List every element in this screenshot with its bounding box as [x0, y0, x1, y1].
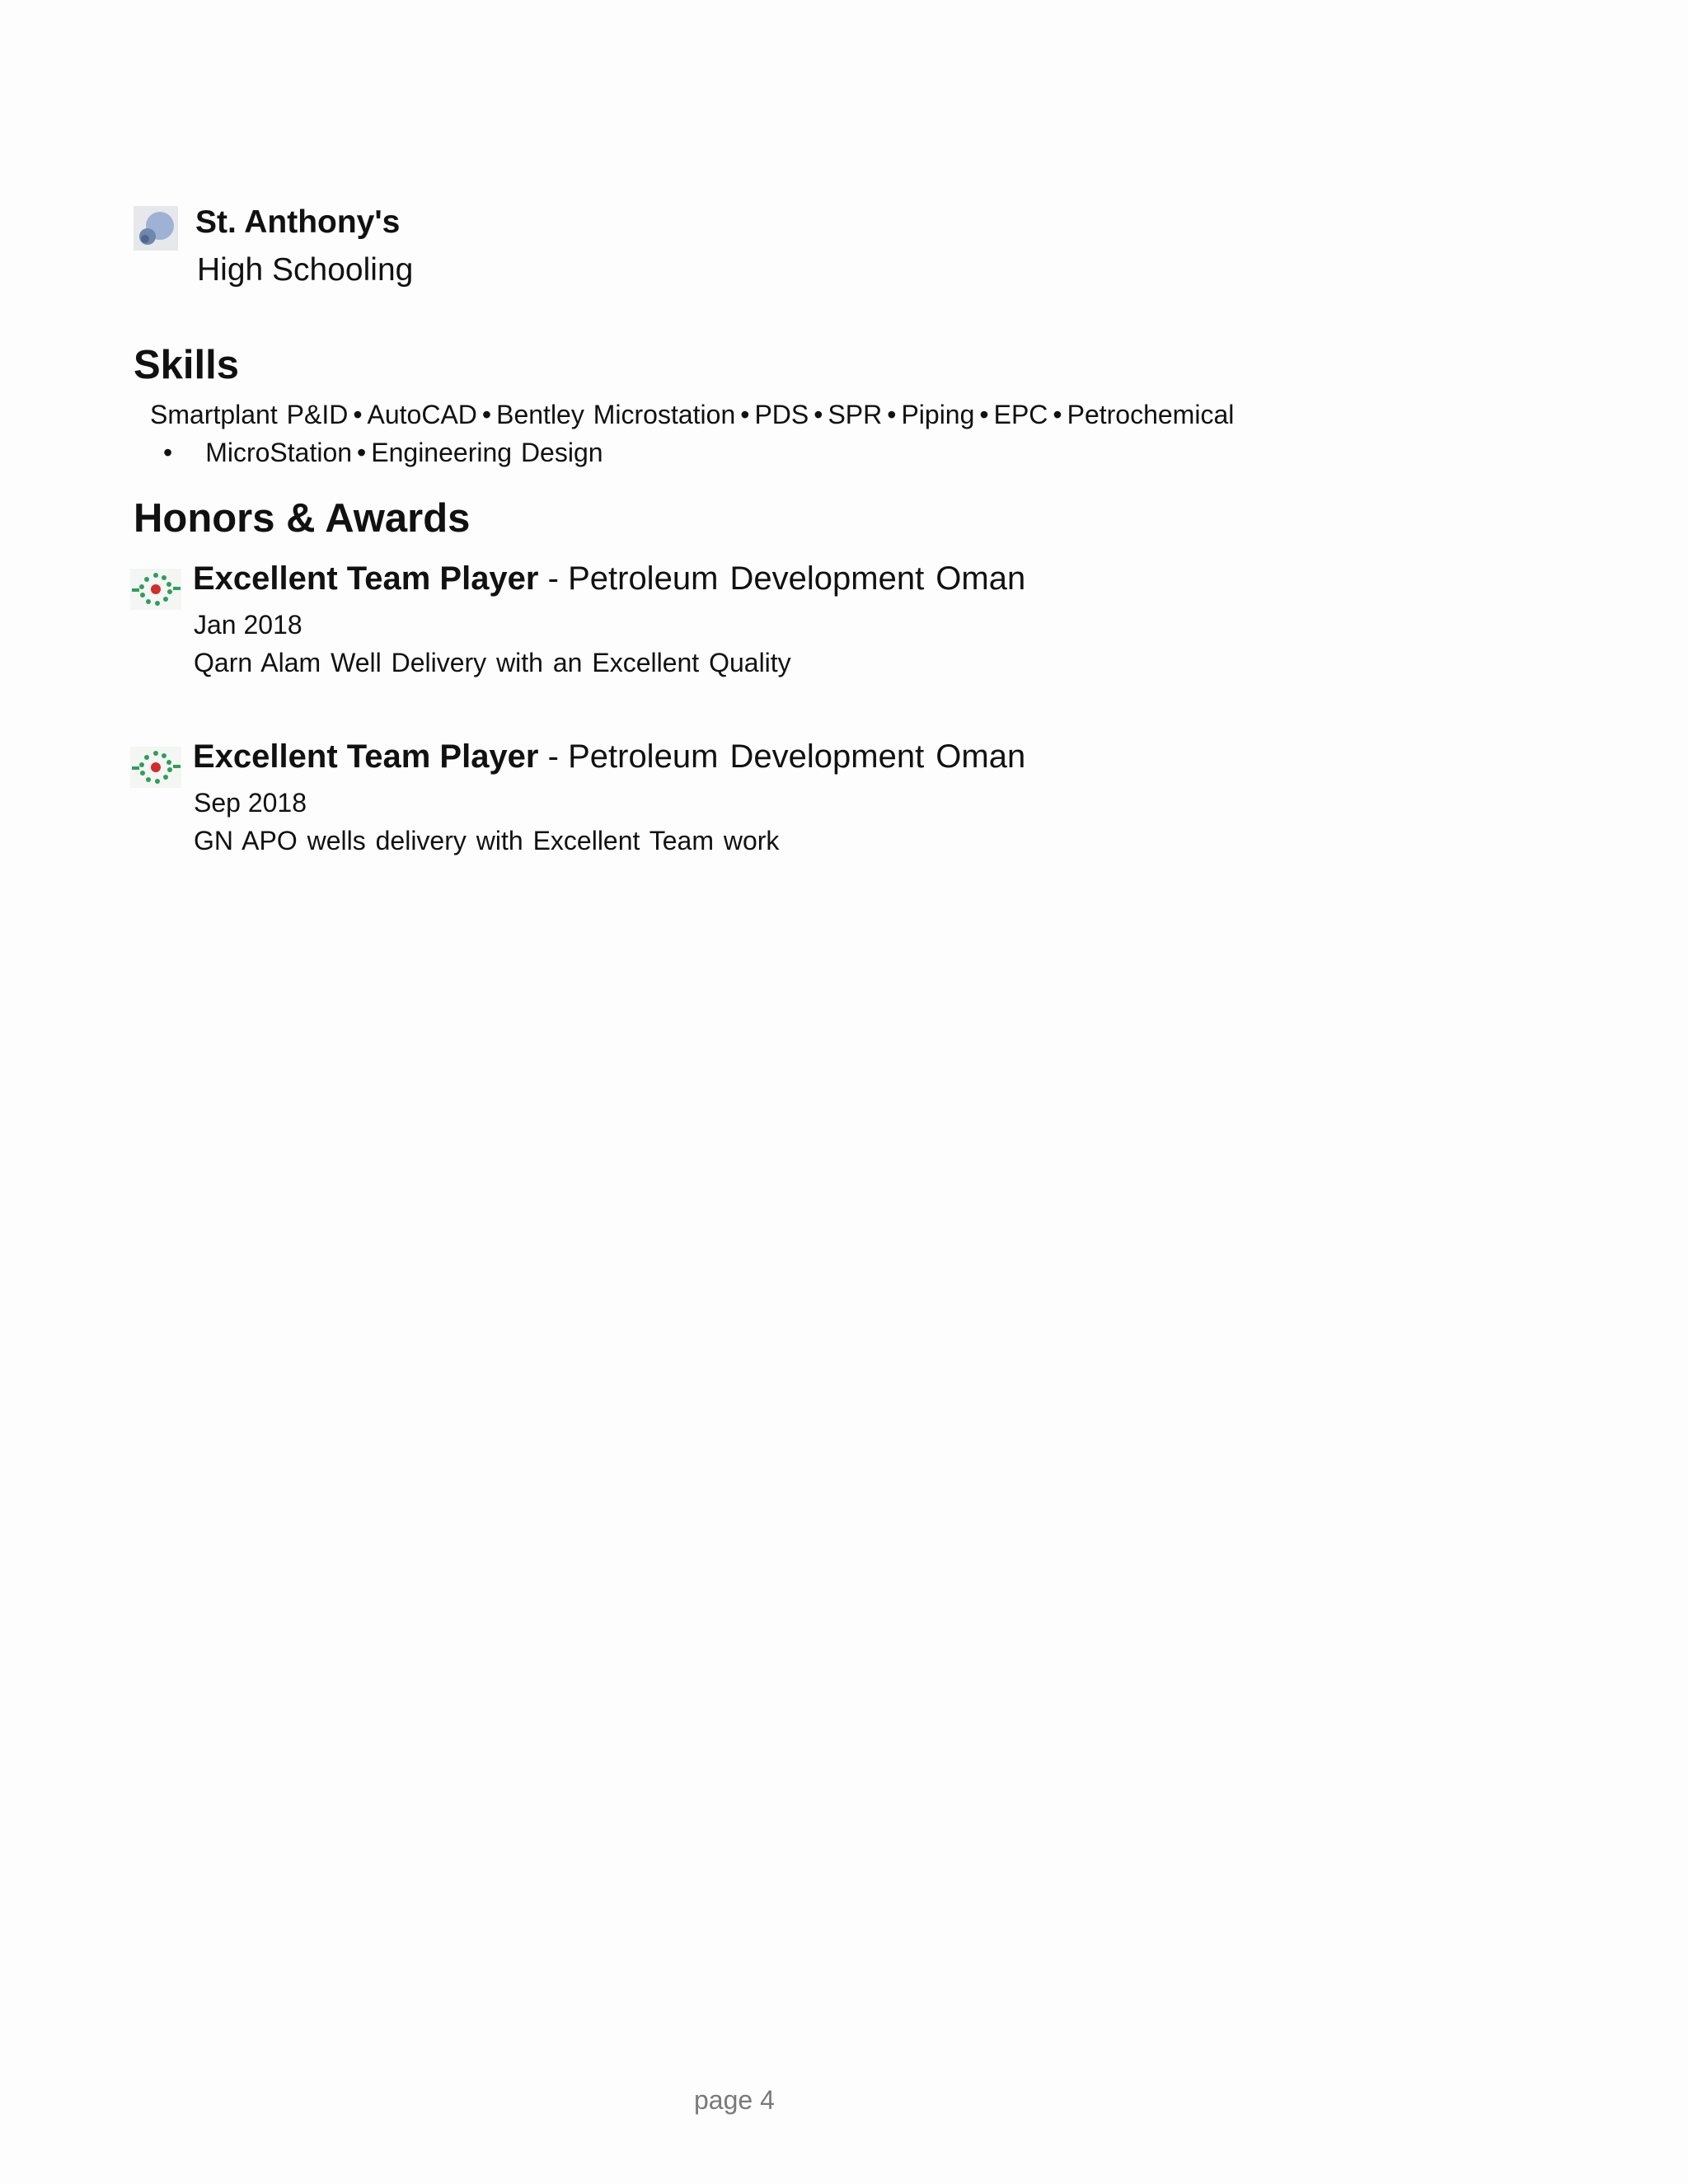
skill-separator: • — [1053, 400, 1062, 429]
skill-item: EPC — [993, 400, 1048, 429]
award-title-line — [193, 560, 1025, 598]
award-logo-icon — [130, 569, 181, 610]
skills-line-1 — [150, 400, 1234, 430]
skill-item: Engineering Design — [371, 438, 603, 467]
award-dash: - — [547, 738, 559, 775]
skill-item: Smartplant P&ID — [150, 400, 349, 429]
award-title: Excellent Team Player — [193, 560, 539, 597]
skill-separator: • — [740, 400, 750, 429]
award-issuer: Petroleum Development Oman — [568, 738, 1026, 775]
award-title-line — [193, 738, 1025, 776]
skill-separator: • — [163, 438, 173, 467]
award-description: Qarn Alam Well Delivery with an Excellent Quality — [194, 648, 791, 677]
award-issuer: Petroleum Development Oman — [568, 560, 1026, 597]
award-title: Excellent Team Player — [193, 738, 539, 775]
award-logo-icon — [130, 747, 181, 788]
skills-line-2 — [163, 438, 603, 468]
skill-item: MicroStation — [205, 438, 353, 467]
skill-item: Piping — [901, 400, 975, 429]
skill-separator: • — [887, 400, 897, 429]
skill-separator: • — [481, 400, 492, 429]
award-dash: - — [547, 560, 559, 597]
page-number: page 4 — [694, 2085, 775, 2115]
award-description: GN APO wells delivery with Excellent Team work — [194, 826, 780, 855]
school-name: St. Anthony's — [195, 204, 401, 240]
skill-separator: • — [357, 438, 367, 467]
skill-separator: • — [353, 400, 363, 429]
award-date: Sep 2018 — [194, 788, 307, 818]
skill-item: AutoCAD — [367, 400, 477, 429]
skill-separator: • — [979, 400, 989, 429]
school-degree: High Schooling — [197, 252, 414, 288]
skill-item: SPR — [828, 400, 883, 429]
award-date: Jan 2018 — [194, 610, 302, 640]
honors-awards-heading: Honors & Awards — [134, 496, 471, 541]
award-entry — [130, 560, 1284, 725]
skill-item: PDS — [754, 400, 809, 429]
skill-item: Petrochemical — [1067, 400, 1235, 429]
award-entry — [130, 738, 1284, 903]
skill-item: Bentley Microstation — [496, 400, 736, 429]
skill-separator: • — [814, 400, 823, 429]
skills-heading: Skills — [134, 343, 240, 387]
school-logo-icon — [134, 206, 178, 251]
